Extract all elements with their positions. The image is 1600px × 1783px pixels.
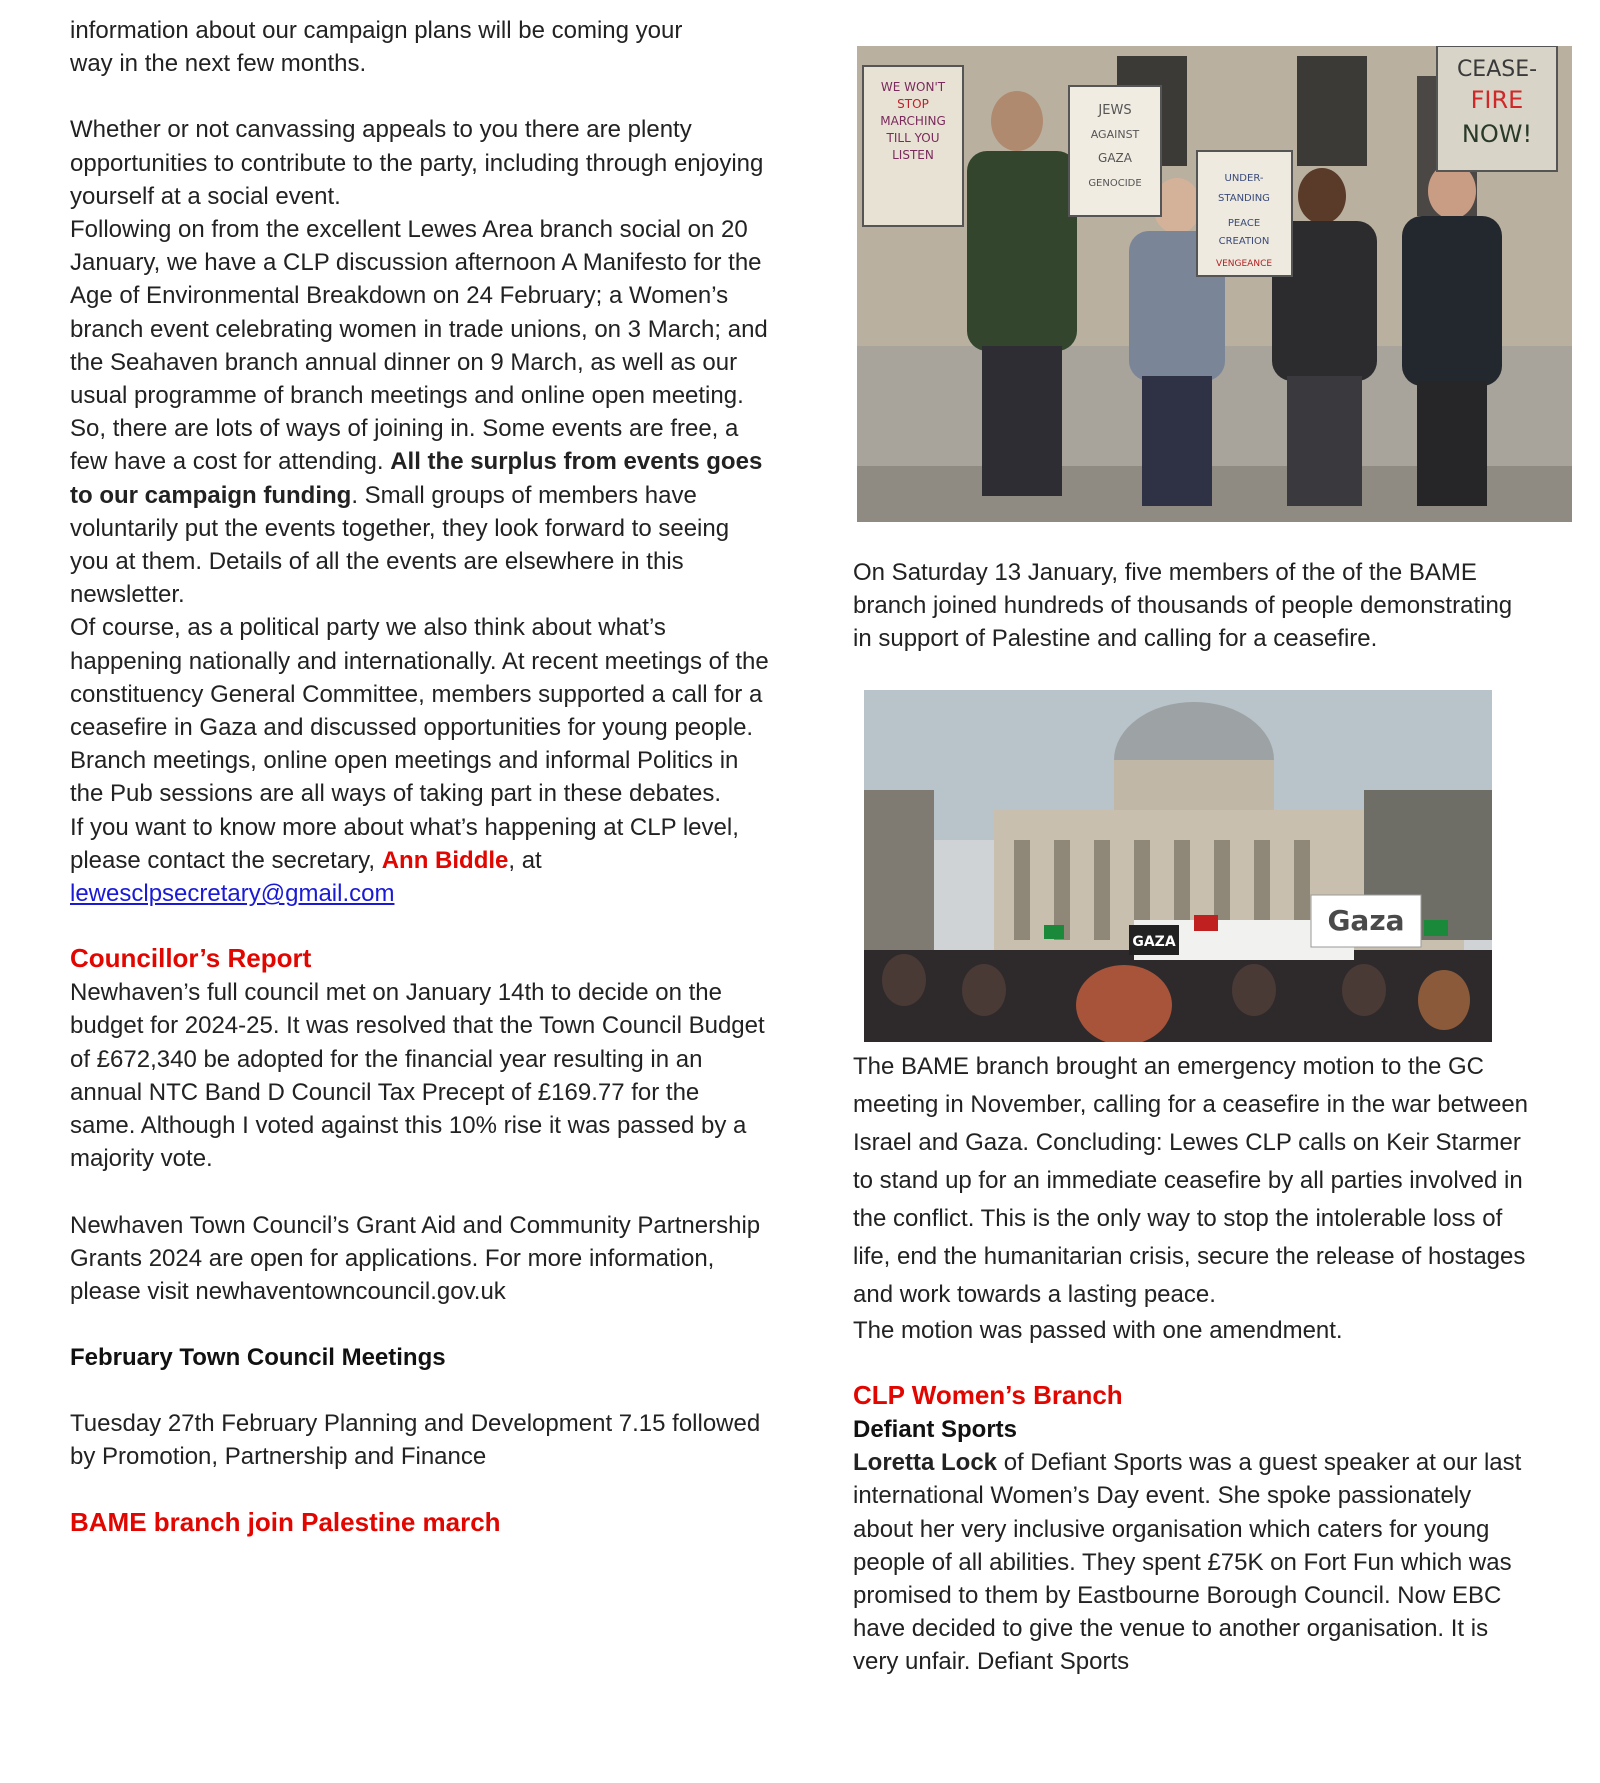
councillor-report-heading: Councillor’s Report [70,943,312,974]
bame-march-heading: BAME branch join Palestine march [70,1506,501,1537]
gaza-sign-text: Gaza [1327,904,1405,937]
events-text-end: . Small groups of members have voluntarily put the events together, they look forward to seeing you at them. Details of all the events are elsewhere in this newsletter. [70,481,730,609]
gaza-banner-text: GAZA [1132,934,1176,950]
svg-text:VENGEANCE: VENGEANCE [1215,259,1273,269]
secretary-email-link[interactable]: lewesclpsecretary@gmail.com [70,880,395,908]
defiant-sports-text: of Defiant Sports was a guest speaker at our last international Women’s Day event. She spoke passionately about her very inclusive organisation which caters for young people of all abilities. They spent £75K on Fort Fun which was promised to them by Eastbourne Borough Council. Now EBC have decided to give the venue to another organisation. It is very unfair. Defiant Sports [853,1449,1522,1676]
svg-text:AGAINST: AGAINST [1090,128,1140,141]
events-text: Following on from the excellent Lewes Area branch social on 20 January, we have a CLP discussion afternoon A Manifesto for the Age of Environmental Breakdown on 24 February; a Women’s branch event celebrating women in trade unions, on 3 March; and the Seahaven branch annual dinner on 9 March, as well as our usual programme of branch meetings and online open meeting. So, there are lots of ways of joining in. Some events are free, a few have a cost for attending. [70,216,768,476]
st-pauls-march-photo [864,690,1492,1042]
contact-text-end: , at [508,846,542,874]
defiant-sports-subheading: Defiant Sports [853,1416,1018,1444]
meetings-text: Tuesday 27th February Planning and Development 7.15 followed by Promotion, Partnership and Finance [70,1410,761,1471]
events-bold-text: All the surplus from events goes to our campaign funding [70,448,763,509]
march-caption: On Saturday 13 January, five members of the of the BAME branch joined hundreds of thousands of people demonstrating in support of Palestine and calling for a ceasefire. [853,559,1513,653]
svg-text:LISTEN: LISTEN [892,148,934,162]
svg-text:MARCHING: MARCHING [880,114,946,128]
events-paragraph [70,213,770,611]
svg-text:GAZA: GAZA [1098,151,1132,165]
contact-text: If you want to know more about what’s happening at CLP level, please contact the secretary, [70,813,739,874]
grant-aid-paragraph: Newhaven Town Council’s Grant Aid and Community Partnership Grants 2024 are open for applications. For more information, please visit newhaventowncouncil.gov.uk [70,1211,761,1305]
defiant-sports-paragraph [853,1446,1533,1678]
svg-text:WE WON'T: WE WON'T [880,80,946,94]
intro-line-2: way in the next few months. [70,50,367,78]
right-column-text [853,1048,1533,1679]
svg-text:STOP: STOP [897,97,929,111]
intro-line-1: information about our campaign plans will be coming your [70,17,683,44]
svg-text:FIRE: FIRE [1470,86,1524,114]
svg-text:NOW!: NOW! [1461,120,1533,148]
canvassing-paragraph: Whether or not canvassing appeals to you there are plenty opportunities to contribute to the party, including through enjoying yourself at a social event. [70,116,764,210]
svg-text:GENOCIDE: GENOCIDE [1088,178,1142,189]
svg-text:STANDING: STANDING [1218,193,1270,204]
motion-paragraph: The BAME branch brought an emergency motion to the GC meeting in November, calling for a ceasefire in the war between Israel and Gaza. Concluding: Lewes CLP calls on Keir Starmer to stand up for an immediate ceasefire by all parties involved in the conflict. This is the only way to stop the intolerable loss of life, end the humanitarian crisis, secure the release of hostages and work towards a lasting peace. [853,1053,1529,1308]
svg-text:UNDER-: UNDER- [1224,173,1264,184]
svg-text:TILL YOU: TILL YOU [886,131,940,145]
council-budget-paragraph: Newhaven’s full council met on January 14th to decide on the budget for 2024-25. It was resolved that the Town Council Budget of £672,340 be adopted for the financial year resulting in an annual NTC Band D Council Tax Precept of £169.77 for the same. Although I voted against this 10% rise it was passed by a majority vote. [70,979,765,1173]
contact-paragraph [70,811,770,911]
speaker-name: Loretta Lock [853,1449,998,1477]
svg-text:JEWS: JEWS [1098,103,1132,118]
svg-text:CEASE-: CEASE- [1456,57,1538,82]
left-column [70,14,770,1540]
svg-text:CREATION: CREATION [1218,236,1270,247]
svg-text:PEACE: PEACE [1227,218,1261,229]
national-paragraph: Of course, as a political party we also think about what’s happening nationally and internationally. At recent meetings of the constituency General Committee, members supported a call for a ceasefire in Gaza and discussed opportunities for young people. Branch meetings, online open meetings and informal Politics in the Pub sessions are all ways of taking part in these debates. [70,614,769,808]
womens-branch-heading: CLP Women’s Branch [853,1380,1123,1411]
right-column-caption [853,556,1533,656]
motion-result: The motion was passed with one amendment. [853,1317,1343,1344]
meetings-heading: February Town Council Meetings [70,1344,446,1372]
protest-group-photo [857,46,1572,522]
sign-peace-creation [1197,151,1292,276]
secretary-name: Ann Biddle [381,846,509,874]
